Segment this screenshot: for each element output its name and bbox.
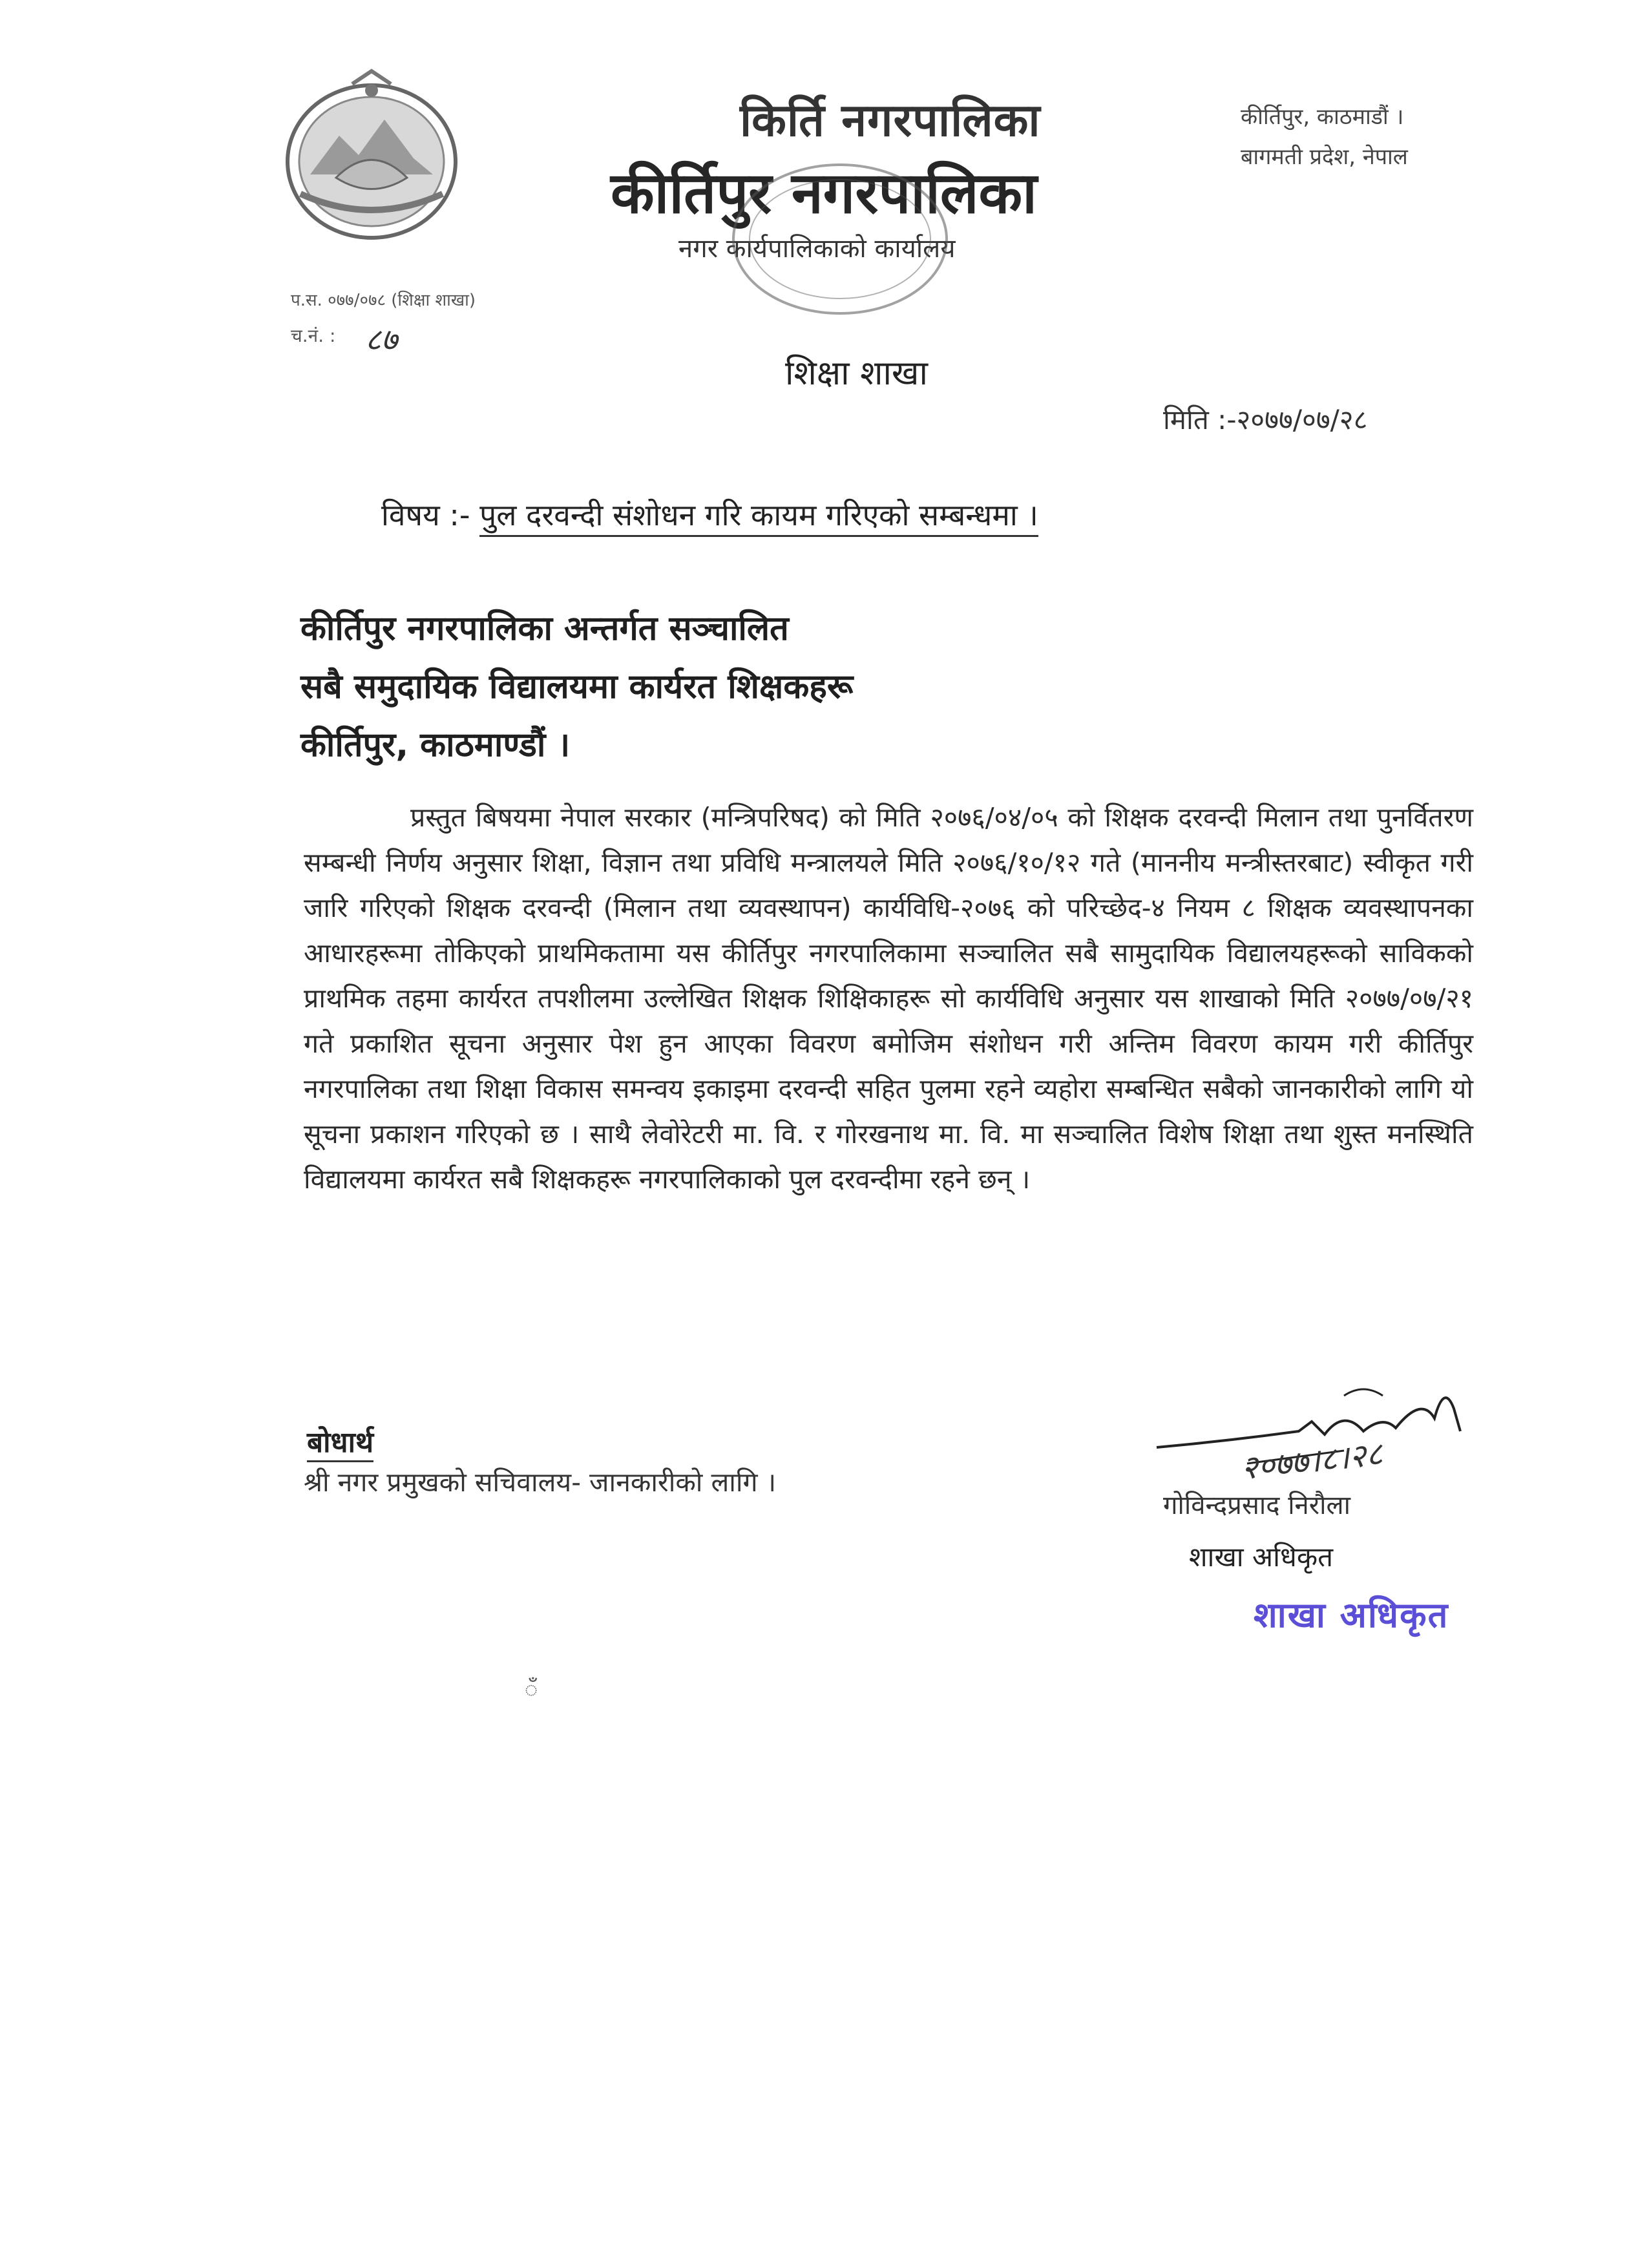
org-name-line2: कीर्तिपुर नगरपालिका — [611, 160, 1037, 226]
address-line1: कीर्तिपुर, काठमाडौं । — [1241, 104, 1404, 130]
recipient-line3: कीर्तिपुर, काठमाण्डौं । — [300, 726, 571, 764]
notice-label: बोधार्थ — [307, 1422, 373, 1462]
recipient-line1: कीर्तिपुर नगरपालिका अन्तर्गत सञ्चालित — [300, 609, 789, 648]
letter-date: मिति :-२०७७/०७/२८ — [1163, 404, 1368, 436]
chalan-number: ८७ — [365, 322, 397, 358]
signatory-title: शाखा अधिकृत — [1189, 1541, 1334, 1573]
stray-mark: ँ — [525, 1677, 538, 1703]
office-address — [1241, 97, 1408, 177]
subject-text: पुल दरवन्दी संशोधन गरि कायम गरिएको सम्बन्धमा । — [479, 498, 1038, 537]
branch-title: शिक्षा शाखा — [785, 354, 928, 393]
nepal-emblem-icon — [275, 65, 468, 246]
signatory-name: गोविन्दप्रसाद निरौला — [1163, 1491, 1350, 1520]
subject-label: विषय :- — [381, 498, 470, 532]
recipient-line2: सबै समुदायिक विद्यालयमा कार्यरत शिक्षकहरू — [300, 667, 854, 706]
office-stamp-icon — [724, 155, 956, 323]
signature-date: २०७७।८।२८ — [1239, 1434, 1385, 1487]
org-name-line1: किर्ति नगरपालिका — [740, 94, 1041, 147]
address-line2: बागमती प्रदेश, नेपाल — [1241, 144, 1408, 170]
org-office-line: नगर कार्यपालिकाको कार्यालय — [678, 234, 956, 264]
notice-text: श्री नगर प्रमुखको सचिवालय- जानकारीको लागि । — [304, 1467, 777, 1498]
subject-line — [381, 494, 1038, 534]
designation-stamp: शाखा अधिकृत — [1254, 1595, 1449, 1635]
letter-body: प्रस्तुत बिषयमा नेपाल सरकार (मन्त्रिपरिषद) को मिति २०७६/०४/०५ को शिक्षक दरवन्दी मिलान तथा पुनर्वितरण सम्बन्धी निर्णय अनुसार शिक्षा, विज्ञान तथा प्रविधि मन्त्रालयले मिति २०७६/१०/१२ गते (माननीय मन्त्रीस्तरबाट) स्वीकृत गरी जारि गरिएको शिक्षक दरवन्दी (मिलान तथा व्यवस्थापन) कार्यविधि-२०७६ को परिच्छेद-४ नियम ८ शिक्षक व्यवस्थापनका आधारहरूमा तोकिएको प्राथमिकतामा यस कीर्तिपुर नगरपालिकामा सञ्चालित सबै सामुदायिक विद्यालयहरूको साविकको प्राथमिक तहमा कार्यरत तपशीलमा उल्लेखित शिक्षक शिक्षिकाहरू सो कार्यविधि अनुसार यस शाखाको मिति २०७७/०७/२१ गते प्रकाशित सूचना अनुसार पेश हुन आएका विवरण बमोजिम संशोधन गरी अन्तिम विवरण कायम गरी कीर्तिपुर नगरपालिका तथा शिक्षा विकास समन्वय इकाइमा दरवन्दी सहित पुलमा रहने व्यहोरा सम्बन्धित सबैको जानकारीको लागि यो सूचना प्रकाशन गरिएको छ । साथै लेवोरेटरी मा. वि. र गोरखनाथ मा. वि. मा सञ्चालित विशेष शिक्षा तथा शुस्त मनस्थिति विद्यालयमा कार्यरत सबै शिक्षकहरू नगरपालिकाको पुल दरवन्दीमा रहने छन् । — [304, 802, 1473, 1195]
reference-fiscal-year: प.स. ०७७/०७८ (शिक्षा शाखा) — [291, 291, 476, 310]
chalan-label: च.नं. : — [291, 325, 336, 346]
